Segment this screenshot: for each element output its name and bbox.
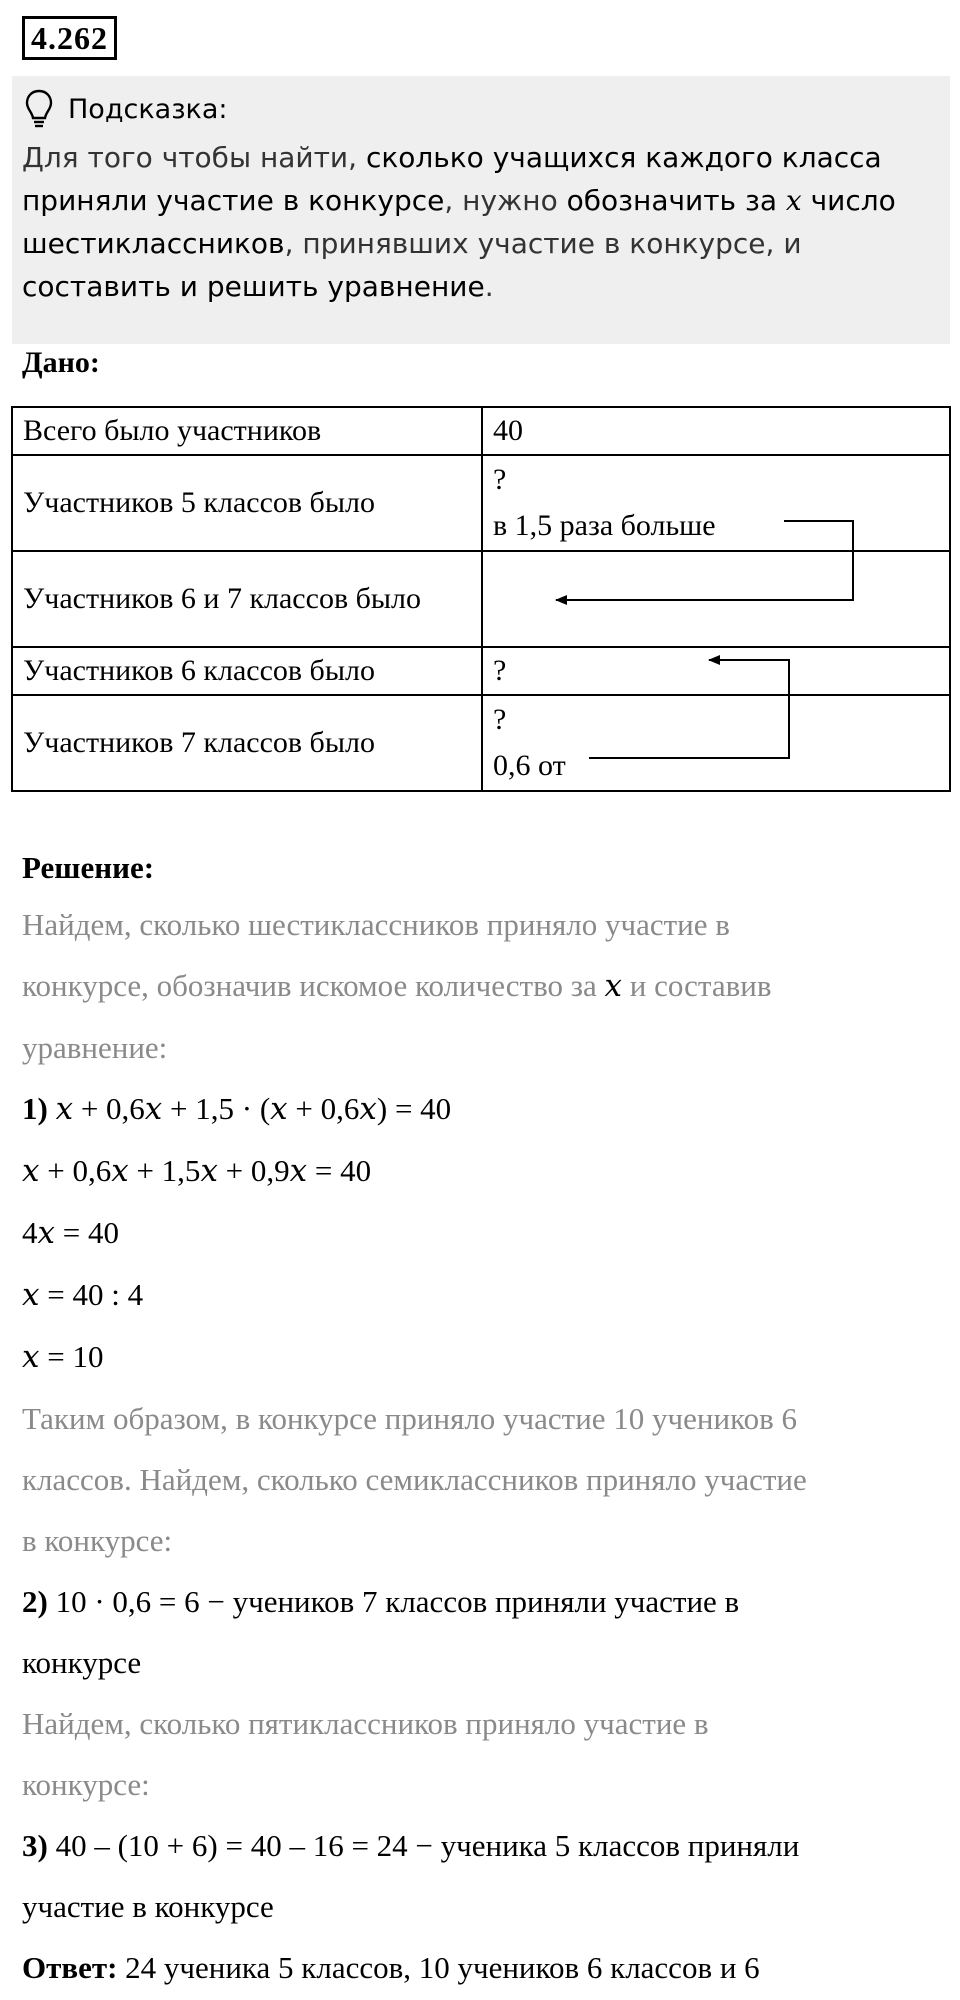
- table-row: [12, 407, 950, 455]
- table-row: [12, 455, 950, 551]
- row-label: Всего было участников: [12, 407, 482, 455]
- solution-text: Найдем, сколько пятиклассников приняло участие в: [22, 1706, 709, 1741]
- table-row: [12, 647, 950, 695]
- row-label: Участников 5 классов было: [12, 455, 482, 551]
- answer-label: Ответ:: [22, 1950, 118, 1985]
- step-3: 3) 40 – (10 + 6) = 40 – 16 = 24 − ученика 5 классов приняли: [22, 1828, 800, 1863]
- hint-header: [24, 86, 228, 132]
- equation-3: 4x = 40: [22, 1215, 119, 1251]
- row-label: Участников 7 классов было: [12, 695, 482, 791]
- row-value: [482, 551, 950, 647]
- solution: [22, 842, 942, 1998]
- given-title: Дано:: [22, 346, 100, 379]
- variable-x: x: [785, 184, 802, 217]
- solution-text: классов. Найдем, сколько семиклассников приняло участие: [22, 1462, 807, 1497]
- hint-box: [12, 76, 950, 344]
- solution-text: Найдем, сколько шестиклассников приняло участие в: [22, 907, 730, 942]
- lightbulb-icon: [24, 88, 54, 130]
- task-number: 4.262: [22, 16, 117, 60]
- solution-text: конкурсе, обозначив искомое количество за x и составив: [22, 968, 772, 1004]
- equation-5: x = 10: [22, 1339, 104, 1375]
- equation-4: x = 40 : 4: [22, 1277, 144, 1313]
- step-2-cont: конкурсе: [22, 1645, 142, 1680]
- step-3-cont: участие в конкурсе: [22, 1889, 274, 1924]
- equation-2: x + 0,6x + 1,5x + 0,9x = 40: [22, 1153, 372, 1189]
- solution-text: уравнение:: [22, 1030, 168, 1065]
- hint-text: Для того чтобы найти, сколько учащихся каждого класса приняли участие в конкурсе, нужно обозначить за x число шестиклассников, принявших участие в конкурсе, и составить и решить уравнение.: [22, 141, 896, 303]
- solution-title: Решение:: [22, 850, 155, 885]
- given-table: [11, 406, 951, 792]
- step-2: 2) 10 · 0,6 = 6 − учеников 7 классов приняли участие в: [22, 1584, 740, 1619]
- solution-text: в конкурсе:: [22, 1523, 173, 1558]
- answer: Ответ: 24 ученика 5 классов, 10 учеников 6 классов и 6: [22, 1950, 760, 1985]
- solution-text: Таким образом, в конкурсе приняло участие 10 учеников 6: [22, 1401, 797, 1436]
- row-label: Участников 6 и 7 классов было: [12, 551, 482, 647]
- row-value: ?: [482, 647, 950, 695]
- equation-1: 1) x + 0,6x + 1,5 · (x + 0,6x) = 40: [22, 1091, 452, 1127]
- table-row: [12, 551, 950, 647]
- row-value: ? в 1,5 раза больше: [482, 455, 950, 551]
- solution-text: конкурсе:: [22, 1767, 150, 1802]
- row-value: 40: [482, 407, 950, 455]
- row-label: Участников 6 классов было: [12, 647, 482, 695]
- given-section: [11, 406, 951, 786]
- row-value: ? 0,6 от: [482, 695, 950, 791]
- table-row: [12, 695, 950, 791]
- hint-title: Подсказка:: [68, 93, 228, 125]
